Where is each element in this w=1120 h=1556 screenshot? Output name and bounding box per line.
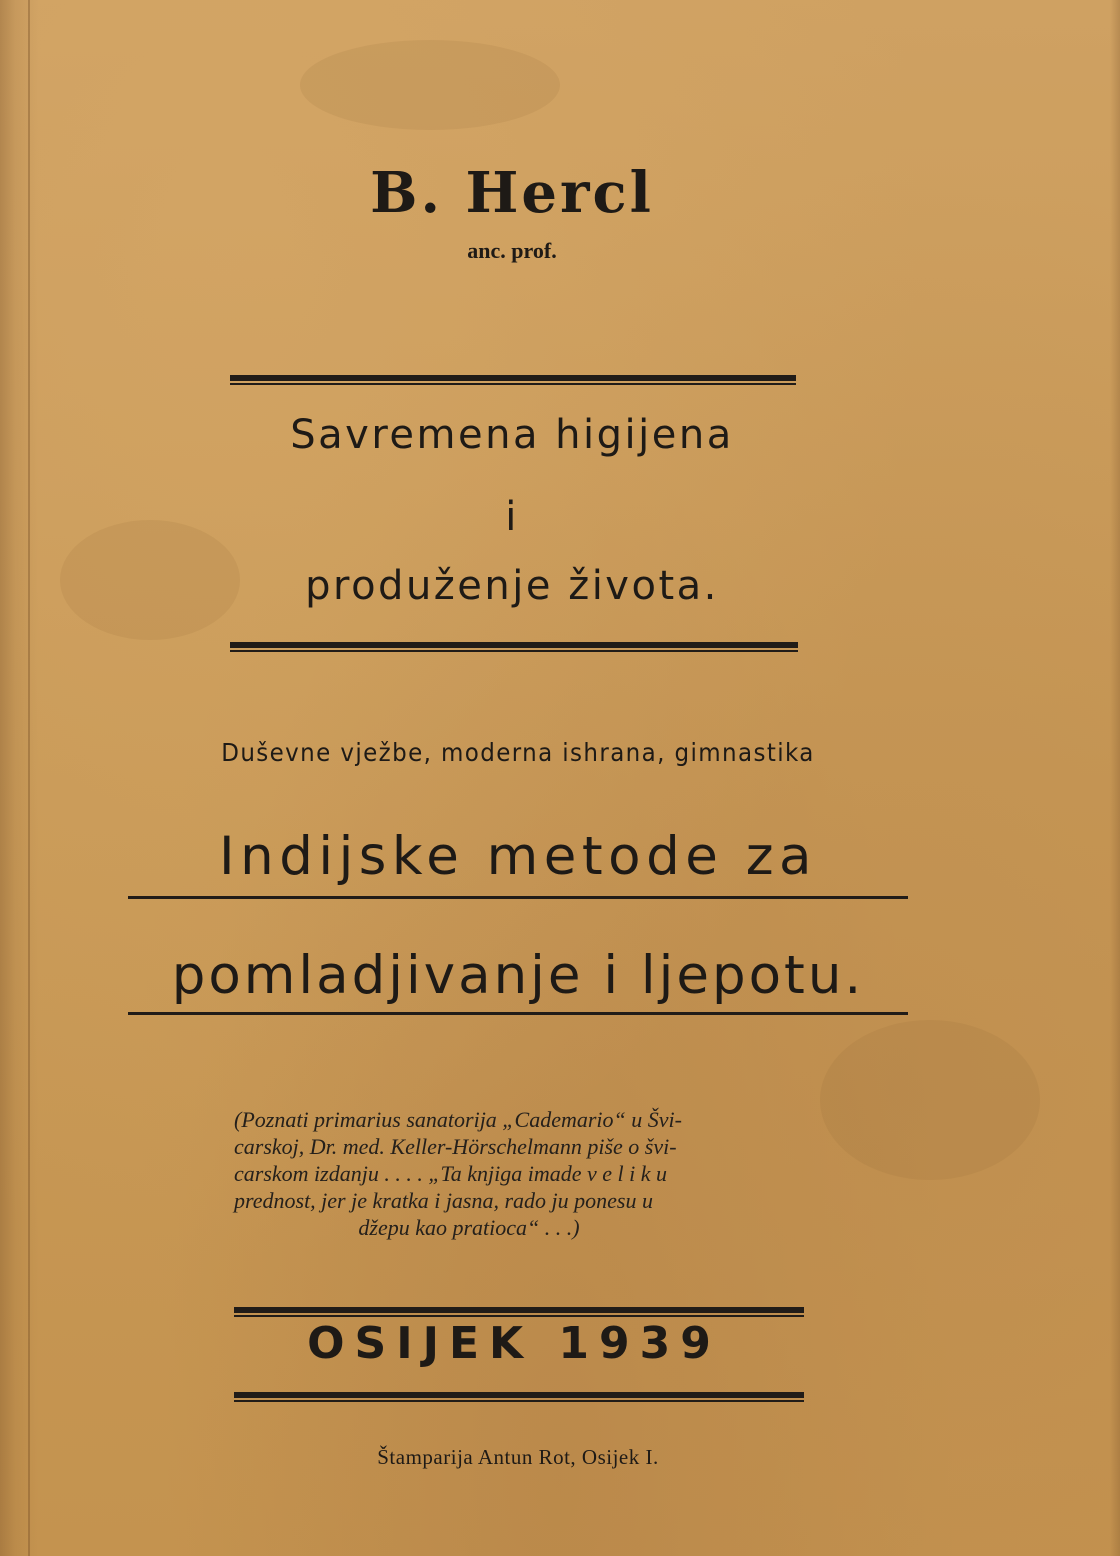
title-bottom-rule: [230, 642, 798, 652]
title-top-rule: [230, 375, 796, 385]
paper-stain: [820, 1020, 1040, 1180]
main-title-line-2: pomladjivanje i ljepotu.: [171, 945, 865, 1006]
quote-line: carskom izdanju . . . . „Ta knjiga imade v e l i k u: [234, 1161, 668, 1186]
main-title-underline-2: [128, 1012, 908, 1015]
title-line-2: i: [505, 494, 519, 540]
quote-line: carskoj, Dr. med. Keller-Hörschelmann piše o švi-: [234, 1134, 677, 1159]
paper-stain: [300, 40, 560, 130]
main-title-line-1: Indijske metode za: [218, 826, 818, 887]
quote-line: džepu kao pratioca“ . . .): [358, 1215, 580, 1240]
page-edge: [1110, 0, 1120, 1556]
main-title-underline-1: [128, 896, 908, 899]
imprint-place-year: OSIJEK 1939: [307, 1318, 721, 1369]
imprint-bottom-rule: [234, 1392, 804, 1402]
author-name: B. Hercl: [370, 160, 654, 226]
subtitle: Duševne vježbe, moderna ishrana, gimnastika: [221, 738, 815, 767]
quote-line: prednost, jer je kratka i jasna, rado ju ponesu u: [234, 1188, 653, 1213]
testimonial-quote: [234, 1106, 814, 1241]
imprint-top-rule: [234, 1307, 804, 1317]
author-credential: anc. prof.: [467, 238, 557, 263]
quote-line: (Poznati primarius sanatorija „Cademario“ u Švi-: [234, 1107, 682, 1132]
title-line-3: produženje života.: [305, 563, 719, 609]
printer-name: Štamparija Antun Rot, Osijek I.: [377, 1445, 659, 1469]
title-line-1: Savremena higijena: [290, 412, 734, 458]
